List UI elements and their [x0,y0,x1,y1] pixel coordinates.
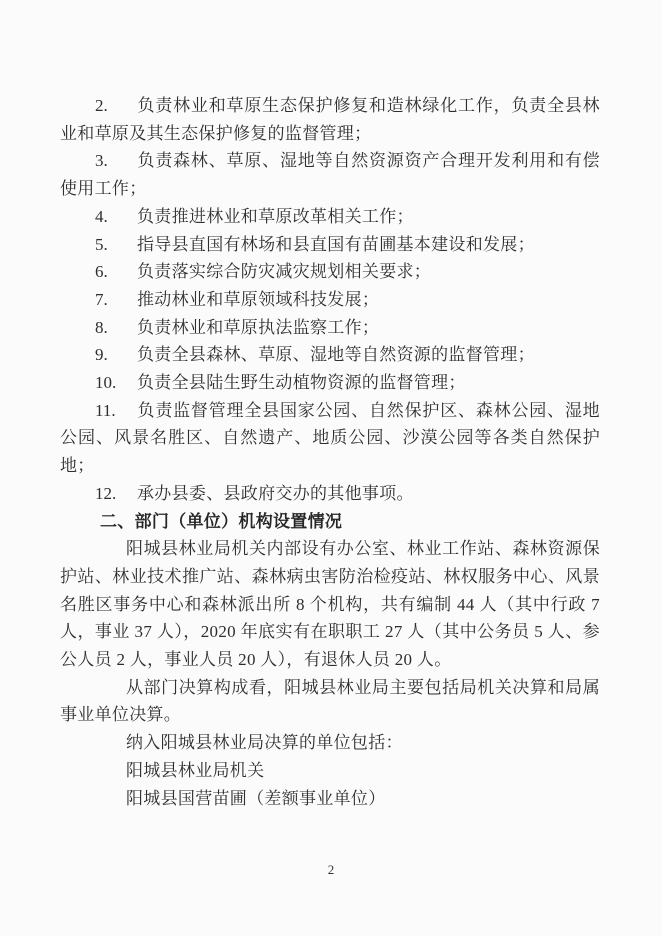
list-item-number: 5. [95,234,108,254]
list-item-number: 9. [95,345,108,365]
list-item [60,286,600,314]
list-item [60,369,600,397]
list-item-text: 负责林业和草原生态保护修复和造林绿化工作，负责全县林业和草原及其生态保护修复的监督管理； [60,96,600,143]
page-content [60,92,600,812]
list-item-text: 负责林业和草原执法监察工作； [137,317,380,337]
list-item [60,231,600,259]
paragraph-unit-bureau: 阳城县林业局机关 [126,760,265,780]
paragraph-unit-nursery: 阳城县国营苗圃（差额事业单位） [126,788,386,808]
list-item-text: 负责全县森林、草原、湿地等自然资源的监督管理； [137,345,535,365]
list-item-text: 负责全县陆生野生动植物资源的监督管理； [137,373,466,393]
list-item-number: 10. [95,373,117,393]
list-item [60,480,600,508]
list-item-number: 11. [95,400,116,420]
list-item-number: 6. [95,262,108,282]
paragraph-budget-composition: 从部门决算构成看，阳城县林业局主要包括局机关决算和局属事业单位决算。 [60,677,600,725]
list-item-text: 负责监督管理全县国家公园、自然保护区、森林公园、湿地公园、风景名胜区、自然遗产、地质公园、沙漠公园等各类自然保护地； [60,400,600,476]
list-item [60,92,600,147]
list-item-text: 负责森林、草原、湿地等自然资源资产合理开发利用和有偿使用工作； [60,151,600,199]
list-item [60,258,600,286]
list-item-number: 2. [95,96,108,115]
list-item-text: 承办县委、县政府交办的其他事项。 [137,483,414,503]
list-item [60,341,600,369]
list-item [60,314,600,342]
list-item [60,397,600,480]
list-item-text: 负责推进林业和草原改革相关工作； [137,206,414,226]
list-item-number: 12. [95,483,117,503]
list-item-number: 8. [95,317,108,337]
list-item-number: 7. [95,289,108,309]
list-item [60,147,600,202]
list-item-number: 3. [95,151,108,171]
list-item-number: 4. [95,206,108,226]
list-item-text: 负责落实综合防灾减灾规划相关要求； [137,262,432,282]
section-heading: 二、部门（单位）机构设置情况 [100,511,343,531]
list-item-text: 指导县直国有林场和县直国有苗圃基本建设和发展； [137,234,535,254]
paragraph-units-intro: 纳入阳城县林业局决算的单位包括： [126,733,403,753]
list-item-text: 推动林业和草原领域科技发展； [137,289,380,309]
paragraph-org-setup: 阳城县林业局机关内部设有办公室、林业工作站、森林资源保护站、林业技术推广站、森林病虫害防治检疫站、林权服务中心、风景名胜区事务中心和森林派出所 8 个机构，共有编制 44 人（其中行政 7 人，事业 37 人），2020 年底实有在职职工 27 人（其中公务员 5 人、参公人员 2 人，事业人员 20 人），有退休人员 20 人。 [60,539,600,670]
list-item [60,203,600,231]
page-number: 2 [327,862,335,877]
